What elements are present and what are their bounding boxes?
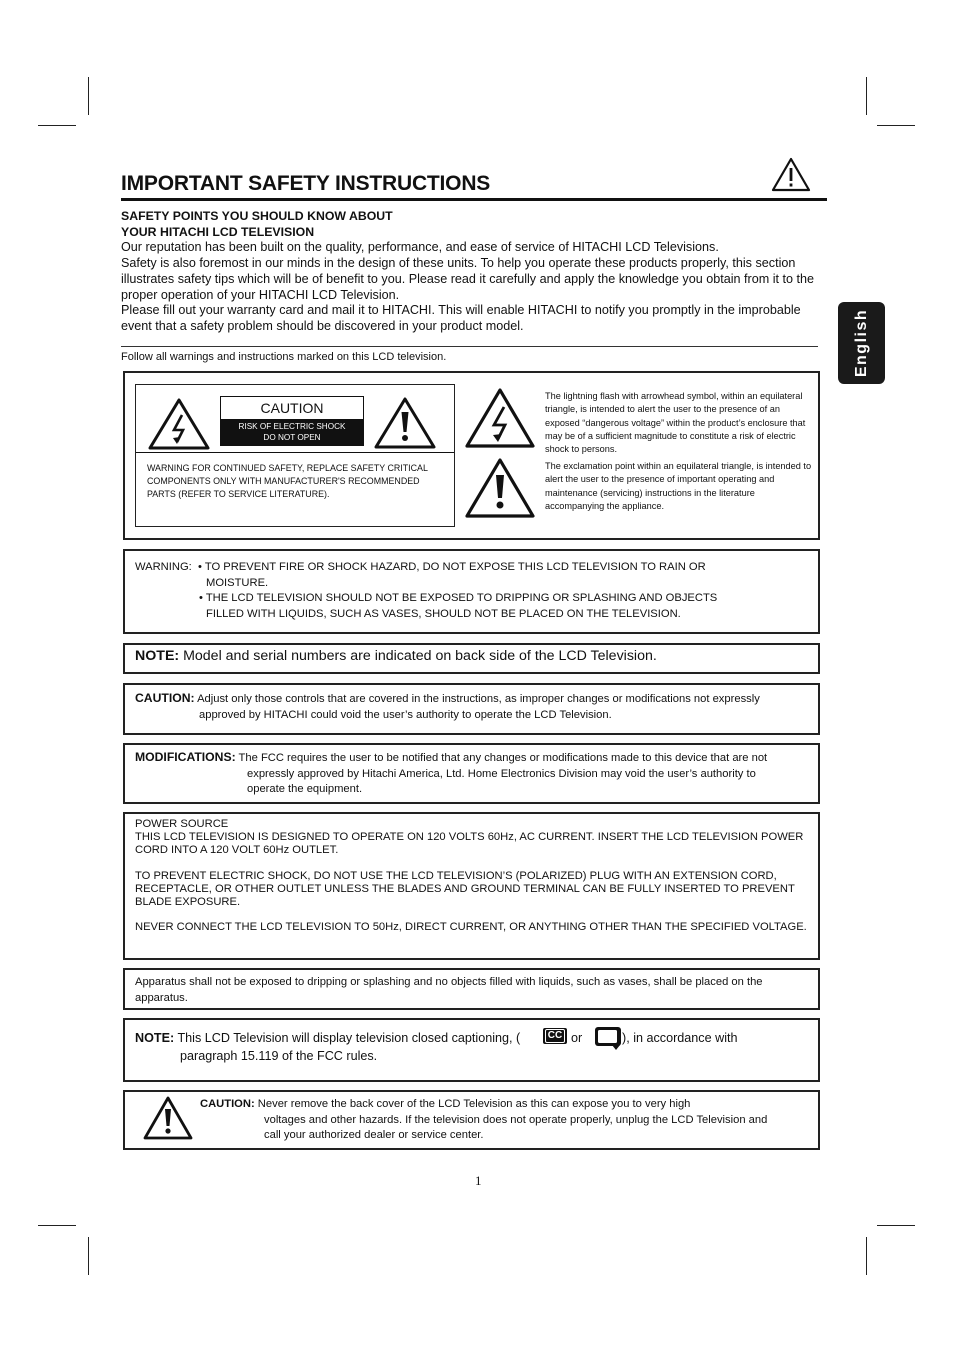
crop-mark xyxy=(88,77,89,115)
lightning-triangle-icon xyxy=(147,397,211,451)
warning-item: FILLED WITH LIQUIDS, SUCH AS VASES, SHOULD NOT BE PLACED ON THE TELEVISION. xyxy=(206,607,681,620)
lightning-symbol-text: The lightning flash with arrowhead symbol, within an equilateral triangle, is intended to alert the user to the presence of an exposed “dangerous voltage” within the product’s enclosure that may be of a sufficient magnitude to constitute a risk of electric shock to persons. xyxy=(545,391,806,455)
crop-mark xyxy=(866,1237,867,1275)
crop-mark xyxy=(877,1225,915,1226)
power-source-paragraph: NEVER CONNECT THE LCD TELEVISION TO 50Hz, DIRECT CURRENT, OR ANYTHING OTHER THAN THE SPECIFIED VOLTAGE. xyxy=(135,921,807,934)
caution-label: CAUTION: xyxy=(135,691,195,705)
caution-adjust xyxy=(135,691,815,723)
note-cc xyxy=(135,1029,815,1065)
page-title: IMPORTANT SAFETY INSTRUCTIONS xyxy=(121,172,491,195)
caution-cover xyxy=(200,1097,810,1144)
service-warning-text: WARNING FOR CONTINUED SAFETY, REPLACE SAFETY CRITICAL COMPONENTS ONLY WITH MANUFACTURER'S RECOMMENDED PARTS (REFER TO SERVICE LITERATURE). xyxy=(147,463,428,500)
follow-text: Follow all warnings and instructions marked on this LCD television. xyxy=(121,351,447,363)
intro-section xyxy=(121,209,831,335)
note-text: This LCD Television will display television closed captioning, ( xyxy=(174,1031,521,1045)
power-source xyxy=(135,818,813,934)
caption-bubble-icon xyxy=(594,1026,622,1050)
lightning-triangle-icon xyxy=(464,387,536,449)
crop-mark xyxy=(88,1237,89,1275)
power-source-paragraph: TO PREVENT ELECTRIC SHOCK, DO NOT USE THE LCD TELEVISION’S (POLARIZED) PLUG WITH AN EXTENSION CORD, RECEPTACLE, OR OTHER OUTLET UNLESS THE BLADES AND GROUND TERMINAL CAN BE FULLY INSERTED TO PREVENT BLADE EXPOSURE. xyxy=(135,869,795,909)
warning-item: • THE LCD TELEVISION SHOULD NOT BE EXPOSED TO DRIPPING OR SPLASHING AND OBJECTS xyxy=(199,592,718,604)
power-source-paragraph: THIS LCD TELEVISION IS DESIGNED TO OPERATE ON 120 VOLTS 60Hz, AC CURRENT. INSERT THE LCD TELEVISION POWER CORD INTO A 120 VOLT 60Hz OUTLET. xyxy=(135,831,804,857)
caution-text: approved by HITACHI could void the user’s authority to operate the LCD Television. xyxy=(199,708,612,721)
language-tab xyxy=(838,302,885,384)
caution-text: Never remove the back cover of the LCD Television as this can expose you to very high xyxy=(254,1098,691,1110)
warning-triangle-icon xyxy=(771,157,811,193)
caution-label-title: CAUTION xyxy=(260,400,324,416)
warning-item: • TO PREVENT FIRE OR SHOCK HAZARD, DO NOT EXPOSE THIS LCD TELEVISION TO RAIN OR xyxy=(198,561,706,573)
warning-item: MOISTURE. xyxy=(206,576,269,589)
intro-paragraph: Safety is also foremost in our minds in the design of these units. To help you operate these products properly, this section illustrates safety tips which will be of benefit to you. Please read it carefully and apply the knowledge you obtain from it to the proper operation of your HITACHI LCD Television. xyxy=(121,256,815,302)
modifications-text: The FCC requires the user to be notified that any changes or modifications made to this device that are not xyxy=(235,752,768,764)
caution-text: Adjust only those controls that are covered in the instructions, as improper changes or modifications not expressly xyxy=(194,693,760,705)
title-rule xyxy=(121,198,827,201)
note-text: ), in accordance with xyxy=(622,1031,738,1045)
note-text: or xyxy=(571,1031,583,1045)
cc-icon xyxy=(543,1028,567,1044)
caution-label: CAUTION: xyxy=(200,1098,255,1110)
language-tab-label: English xyxy=(852,308,870,378)
note-serial xyxy=(135,648,657,664)
modifications xyxy=(135,750,815,798)
intro-paragraph: Please fill out your warranty card and mail it to HITACHI. This will enable HITACHI to notify you promptly in the improbable event that a safety problem should be discovered in your product model. xyxy=(121,303,801,333)
intro-heading: YOUR HITACHI LCD TELEVISION xyxy=(121,224,315,239)
intro-heading: SAFETY POINTS YOU SHOULD KNOW ABOUT xyxy=(121,209,393,223)
note-label: NOTE: xyxy=(135,1031,175,1045)
exclamation-triangle-icon xyxy=(373,396,437,450)
crop-mark xyxy=(38,1225,76,1226)
intro-paragraph: Our reputation has been built on the quality, performance, and ease of service of HITACHI LCD Televisions. xyxy=(121,240,719,255)
caution-label xyxy=(220,396,364,446)
caution-text: call your authorized dealer or service center. xyxy=(264,1129,484,1141)
note-text: Model and serial numbers are indicated on back side of the LCD Television. xyxy=(179,648,657,664)
page-number: 1 xyxy=(475,1173,482,1188)
modifications-text: operate the equipment. xyxy=(247,783,363,795)
crop-mark xyxy=(866,77,867,115)
note-label: NOTE: xyxy=(135,648,180,664)
caution-label-line: DO NOT OPEN xyxy=(263,433,321,442)
exclamation-symbol-text: The exclamation point within an equilateral triangle, is intended to alert the user to the presence of important operating and maintenance (servicing) instructions in the literature accompanying the appliance. xyxy=(545,461,812,511)
cc-icon-label: CC xyxy=(545,1029,565,1043)
warning-content xyxy=(135,560,815,622)
crop-mark xyxy=(877,125,915,126)
exclamation-triangle-icon xyxy=(142,1095,194,1141)
power-source-heading: POWER SOURCE xyxy=(135,818,229,830)
note-text: paragraph 15.119 of the FCC rules. xyxy=(180,1049,378,1063)
divider xyxy=(121,346,818,347)
caution-label-line: RISK OF ELECTRIC SHOCK xyxy=(238,422,346,431)
divider xyxy=(136,452,454,453)
apparatus-text: Apparatus shall not be exposed to dripping or splashing and no objects filled with liquids, such as vases, shall be placed on the apparatus. xyxy=(135,976,763,1004)
warning-label: WARNING: xyxy=(135,561,192,573)
crop-mark xyxy=(38,125,76,126)
exclamation-triangle-icon xyxy=(464,457,536,519)
modifications-label: MODIFICATIONS: xyxy=(135,750,236,764)
modifications-text: expressly approved by Hitachi America, Ltd. Home Electronics Division may void the user’s authority to xyxy=(247,767,756,780)
caution-text: voltages and other hazards. If the television does not operate properly, unplug the LCD Television and xyxy=(264,1113,768,1126)
